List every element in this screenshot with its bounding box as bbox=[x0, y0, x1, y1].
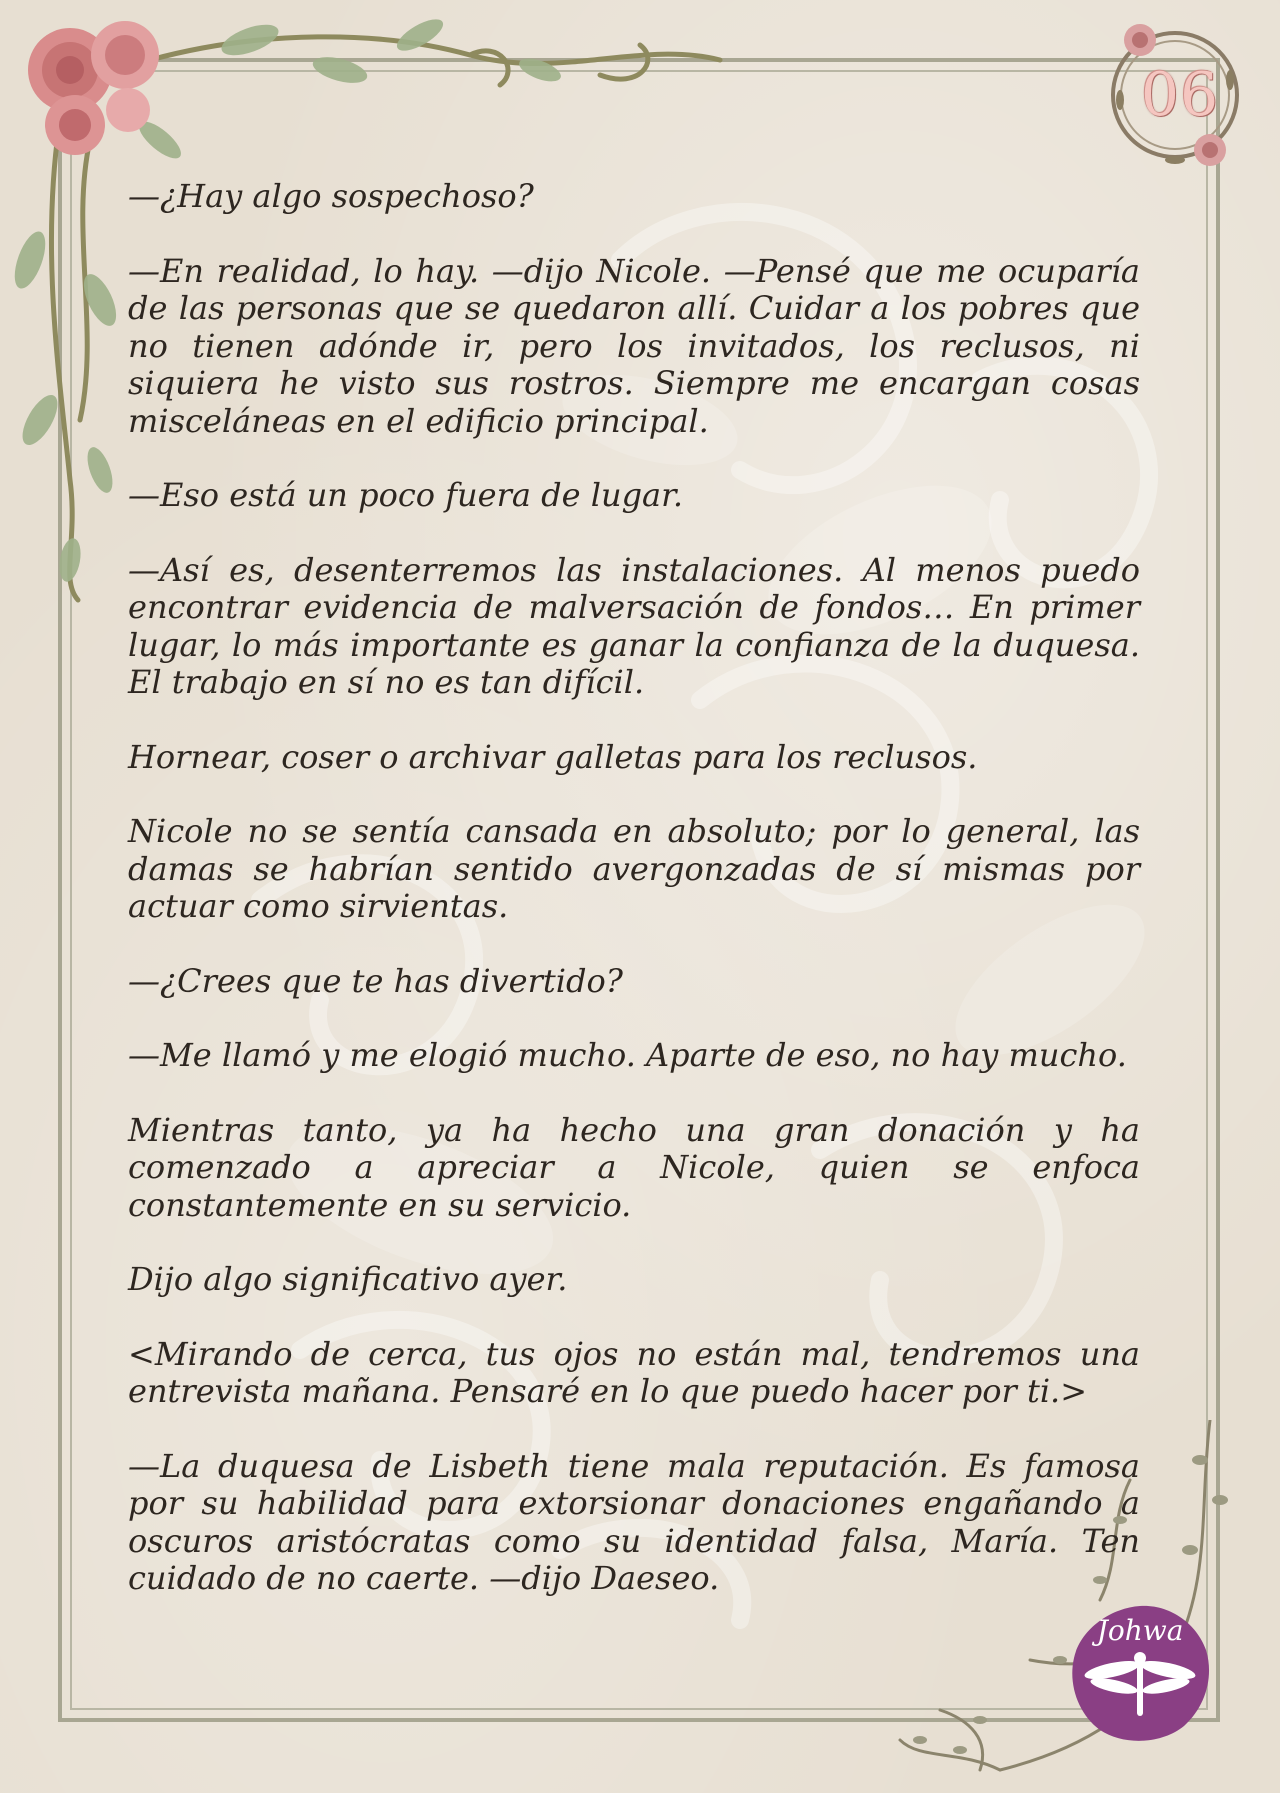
paragraph: <Mirando de cerca, tus ojos no están mal, tendremos una entrevista mañana. Pensaré en lo que puedo hacer por ti.> bbox=[128, 1334, 1140, 1410]
paragraph: Nicole no se sentía cansada en absoluto; por lo general, las damas se habrían sentido avergonzadas de sí mismas por actuar como sirvientas. bbox=[128, 812, 1140, 925]
paragraph: —En realidad, lo hay. —dijo Nicole. —Pensé que me ocuparía de las personas que se quedaron allí. Cuidar a los pobres que no tienen adónde ir, pero los invitados, los reclusos, ni siquiera he visto sus rostros. Siempre me encargan cosas misceláneas en el edificio principal. bbox=[128, 251, 1140, 440]
story-text bbox=[128, 178, 1140, 1635]
badge-label: Johwa bbox=[1096, 1614, 1184, 1647]
paragraph: Mientras tanto, ya ha hecho una gran donación y ha comenzado a apreciar a Nicole, quien se enfoca constantemente en su servicio. bbox=[128, 1110, 1140, 1224]
paragraph: Hornear, coser o archivar galletas para los reclusos. bbox=[128, 737, 978, 776]
page-number: 06 bbox=[1140, 60, 1220, 130]
paragraph: —Así es, desenterremos las instalaciones. Al menos puedo encontrar evidencia de malversación de fondos… En primer lugar, lo más importante es ganar la confianza de la duquesa. El trabajo en sí no es tan difícil. bbox=[128, 550, 1140, 701]
paragraph: —La duquesa de Lisbeth tiene mala reputación. Es famosa por su habilidad para extorsionar donaciones engañando a oscuros aristócratas como su identidad falsa, María. Ten cuidado de no caerte. —dijo Daeseo. bbox=[128, 1446, 1140, 1597]
paragraph: —Eso está un poco fuera de lugar. bbox=[128, 476, 684, 514]
paragraph: —¿Crees que te has divertido? bbox=[128, 961, 623, 1000]
paragraph: Dijo algo significativo ayer. bbox=[128, 1260, 568, 1298]
paragraph: —¿Hay algo sospechoso? bbox=[128, 177, 534, 215]
paragraph: —Me llamó y me elogió mucho. Aparte de eso, no hay mucho. bbox=[128, 1036, 1127, 1074]
